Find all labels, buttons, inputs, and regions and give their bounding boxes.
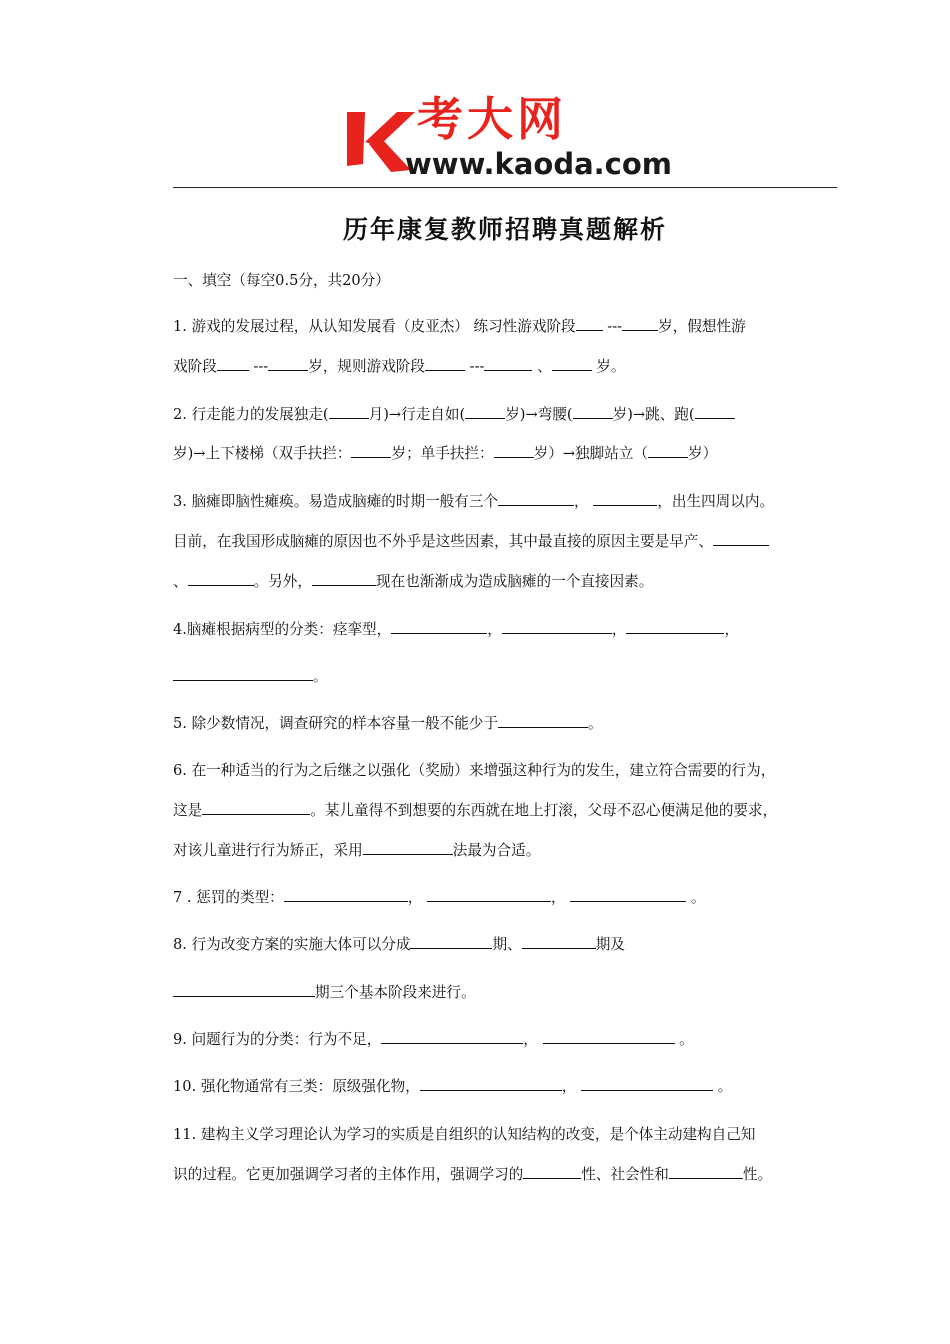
- question-9: 9. 问题行为的分类：行为不足， ， 。: [173, 1031, 694, 1048]
- question-1-line-2: 戏阶段 --- 岁，规则游戏阶段 --- 、 岁。: [173, 358, 626, 375]
- question-5: 5. 除少数情况，调查研究的样本容量一般不能少于 。: [173, 715, 603, 732]
- header-divider: [173, 187, 837, 188]
- question-3-line-3: 、 。另外， 现在也渐渐成为造成脑瘫的一个直接因素。: [173, 573, 654, 590]
- question-2-line-1: 2. 行走能力的发展独走( 月)→行走自如( 岁)→弯腰( 岁)→跳、跑(: [173, 404, 735, 426]
- document-title: 历年康复教师招聘真题解析: [342, 215, 667, 244]
- question-11-line-1: 11. 建构主义学习理论认为学习的实质是自组织的认知结构的改变，是个体主动建构自己知: [173, 1126, 756, 1143]
- question-6-line-3: 对该儿童进行行为矫正，采用 法最为合适。: [173, 842, 541, 859]
- section-heading: 一、填空（每空0.5分，共20分）: [173, 272, 390, 289]
- question-3-line-2: 目前，在我国形成脑瘫的原因也不外乎是这些因素，其中最直接的原因主要是早产、: [173, 531, 769, 553]
- question-3-line-1: 3. 脑瘫即脑性瘫痪。易造成脑瘫的时期一般有三个 ， ，出生四周以内。: [173, 493, 775, 510]
- question-8-line-2: 期三个基本阶段来进行。: [173, 982, 476, 1004]
- question-4-line-2: 。: [173, 666, 328, 688]
- question-1-line-1: 1. 游戏的发展过程，从认知发展看（皮亚杰） 练习性游戏阶段 --- 岁，假想性游: [173, 318, 746, 335]
- kaoda-logo: [345, 92, 675, 184]
- logo-url-text: www.kaoda.com: [405, 147, 672, 181]
- question-8-line-1: 8. 行为改变方案的实施大体可以分成 期、 期及: [173, 936, 625, 953]
- question-2-line-2: 岁)→上下楼梯（双手扶拦： 岁；单手扶拦： 岁）→独脚站立（ 岁）: [173, 445, 718, 462]
- question-6-line-2: 这是 。某儿童得不到想要的东西就在地上打滚，父母不忍心便满足他的要求，: [173, 802, 778, 819]
- question-10: 10. 强化物通常有三类：原级强化物， ， 。: [173, 1078, 733, 1095]
- question-7: 7 . 惩罚的类型： ， ， 。: [173, 889, 706, 906]
- question-4-line-1: 4.脑瘫根据病型的分类：痉挛型， ， ， ，: [173, 621, 740, 638]
- question-11-line-2: 识的过程。它更加强调学习者的主体作用，强调学习的 性、社会性和 性。: [173, 1166, 773, 1183]
- logo-brand-text: 考大网: [417, 92, 567, 146]
- question-6-line-1: 6. 在一种适当的行为之后继之以强化（奖励）来增强这种行为的发生，建立符合需要的行为，: [173, 762, 776, 779]
